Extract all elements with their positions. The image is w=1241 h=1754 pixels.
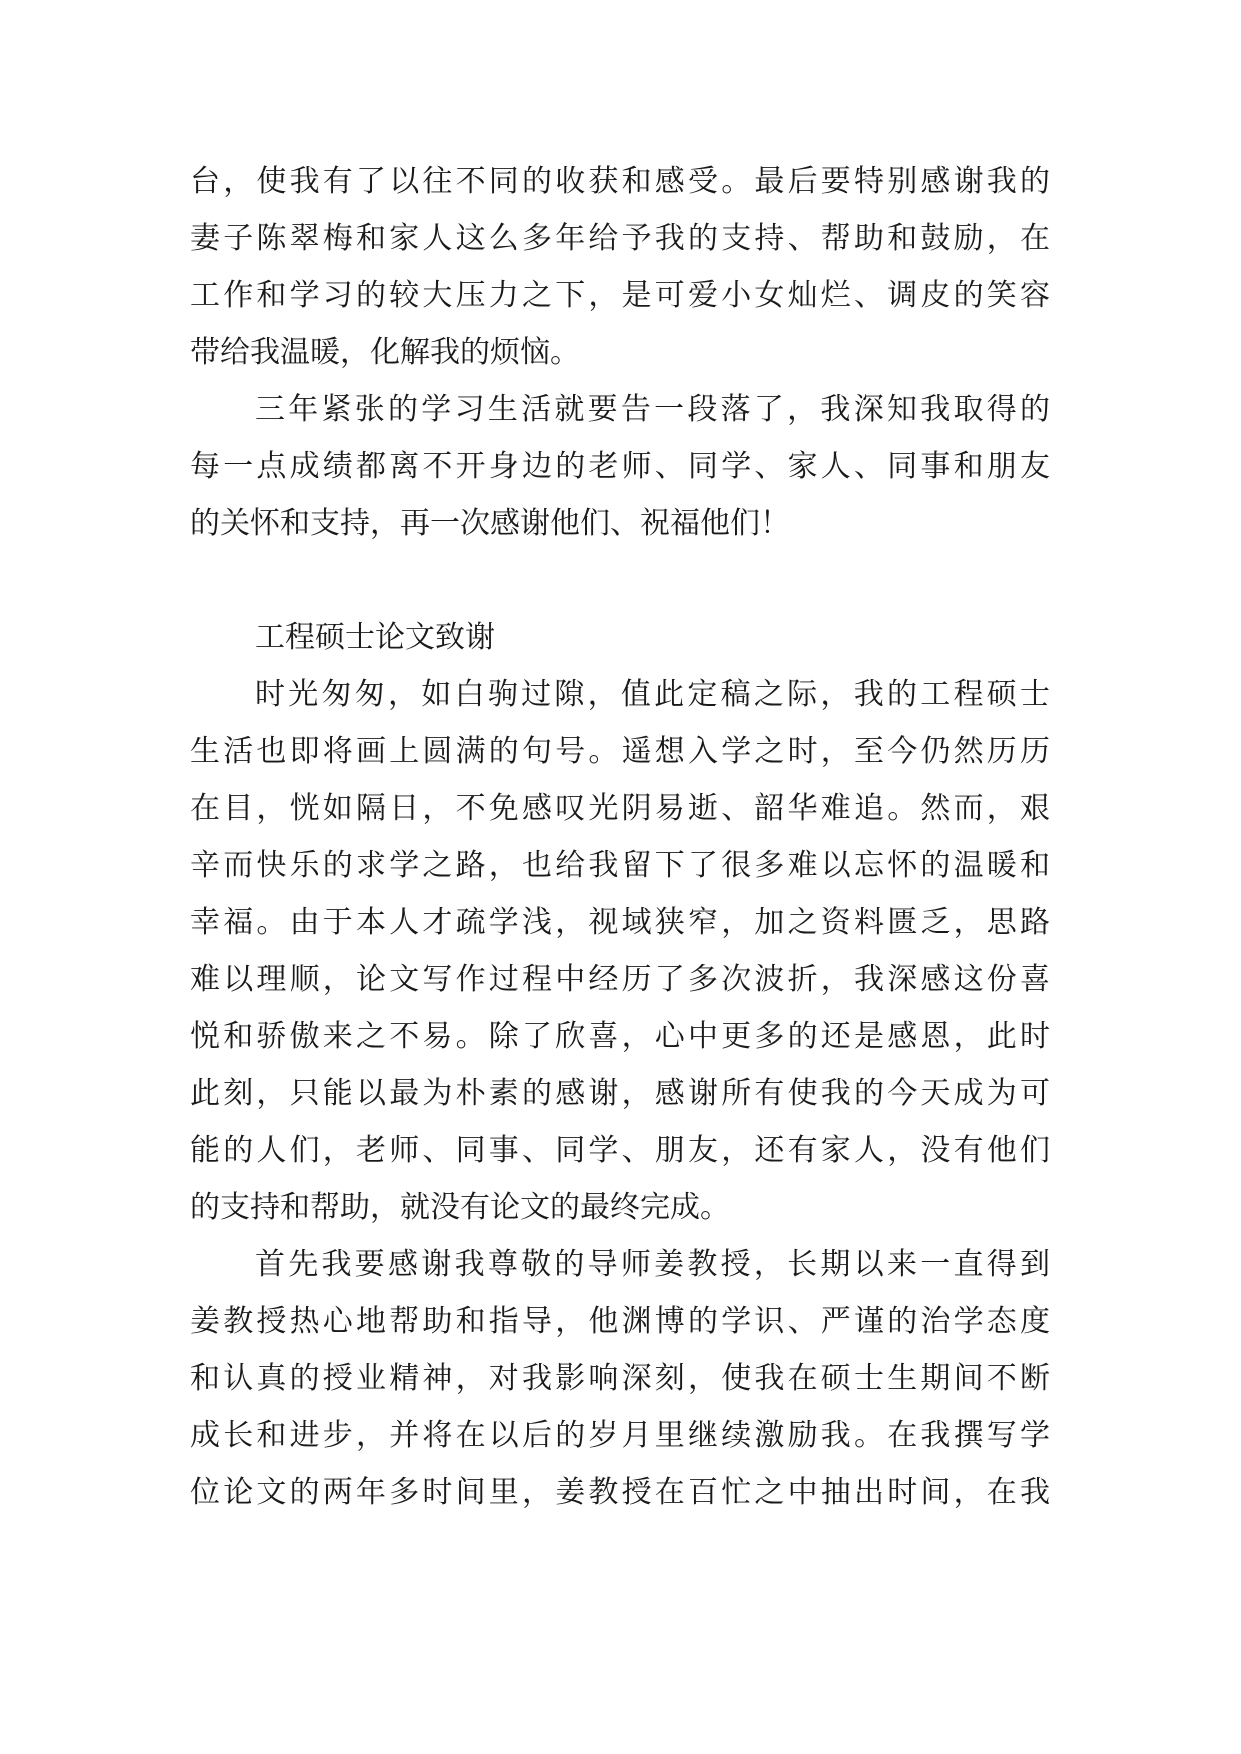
text-line: 位论文的两年多时间里，姜教授在百忙之中抽出时间，在我 (190, 1475, 1050, 1510)
paragraph-first-line: 时光匆匆，如白驹过隙，值此定稿之际，我的工程硕士 (255, 677, 1050, 712)
text-line: 的关怀和支持，再一次感谢他们、祝福他们！ (190, 506, 790, 541)
text-line: 台，使我有了以往不同的收获和感受。最后要特别感谢我的 (190, 164, 1050, 199)
text-line: 姜教授热心地帮助和指导，他渊博的学识、严谨的治学态度 (190, 1304, 1050, 1339)
text-line: 工作和学习的较大压力之下，是可爱小女灿烂、调皮的笑容 (190, 278, 1050, 313)
text-line: 成长和进步，并将在以后的岁月里继续激励我。在我撰写学 (190, 1418, 1050, 1453)
text-line: 每一点成绩都离不开身边的老师、同学、家人、同事和朋友 (190, 449, 1050, 484)
paragraph-first-line: 首先我要感谢我尊敬的导师姜教授，长期以来一直得到 (255, 1247, 1050, 1282)
text-line: 生活也即将画上圆满的句号。遥想入学之时，至今仍然历历 (190, 734, 1050, 769)
text-line: 妻子陈翠梅和家人这么多年给予我的支持、帮助和鼓励，在 (190, 221, 1050, 256)
text-line: 在目，恍如隔日，不免感叹光阴易逝、韶华难追。然而，艰 (190, 791, 1050, 826)
text-line: 难以理顺，论文写作过程中经历了多次波折，我深感这份喜 (190, 962, 1050, 997)
text-line: 和认真的授业精神，对我影响深刻，使我在硕士生期间不断 (190, 1361, 1050, 1396)
text-line: 辛而快乐的求学之路，也给我留下了很多难以忘怀的温暖和 (190, 848, 1050, 883)
text-line: 能的人们，老师、同事、同学、朋友，还有家人，没有他们 (190, 1133, 1050, 1168)
text-line: 悦和骄傲来之不易。除了欣喜，心中更多的还是感恩，此时 (190, 1019, 1050, 1054)
section-heading: 工程硕士论文致谢 (255, 620, 495, 655)
text-line: 幸福。由于本人才疏学浅，视域狭窄，加之资料匮乏，思路 (190, 905, 1050, 940)
text-line: 带给我温暖，化解我的烦恼。 (190, 335, 580, 370)
text-line: 的支持和帮助，就没有论文的最终完成。 (190, 1190, 730, 1225)
paragraph-first-line: 三年紧张的学习生活就要告一段落了，我深知我取得的 (255, 392, 1050, 427)
text-line: 此刻，只能以最为朴素的感谢，感谢所有使我的今天成为可 (190, 1076, 1050, 1111)
